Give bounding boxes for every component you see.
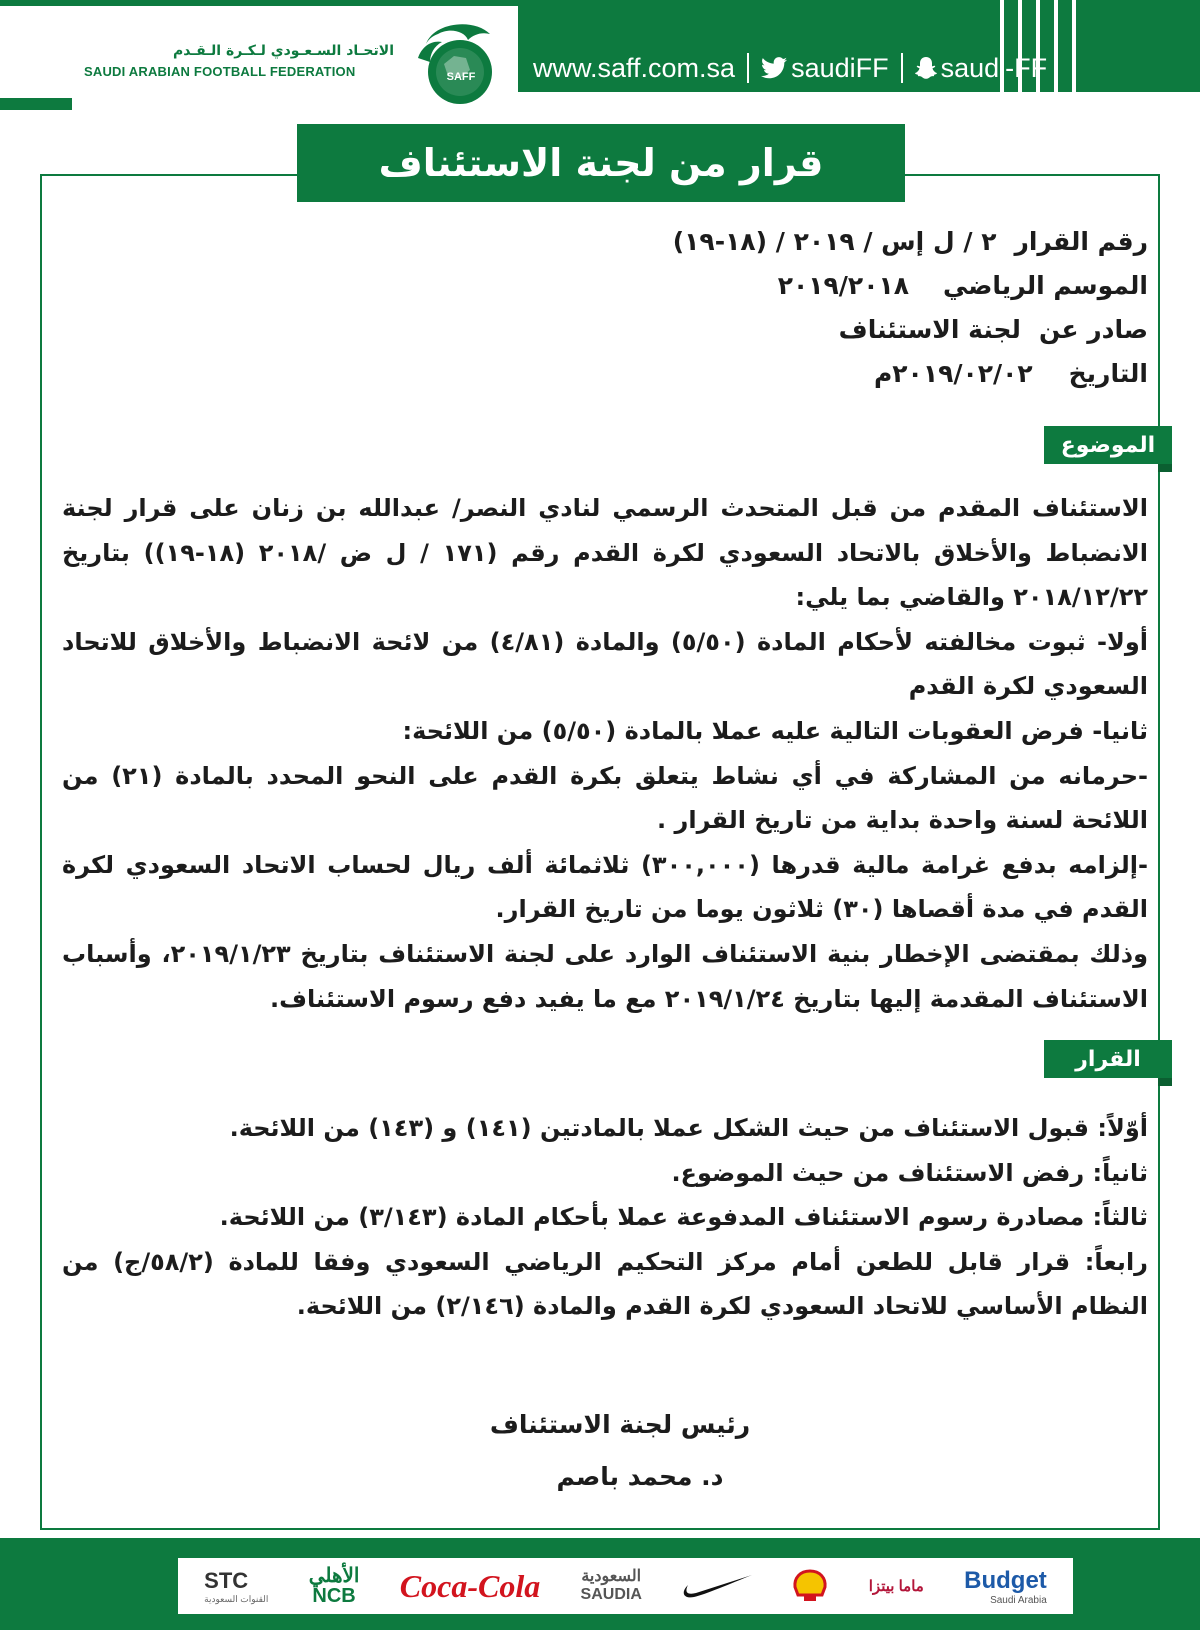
- divider: [747, 53, 749, 83]
- logo-text: SAFF: [446, 71, 476, 83]
- snapchat-handle: saudi-FF: [940, 52, 1048, 83]
- header-stripe: [1072, 0, 1076, 92]
- header-left-bar: [0, 98, 72, 110]
- saff-logo: [404, 12, 504, 112]
- signatory-title: رئيس لجنة الاستئناف: [489, 1410, 751, 1439]
- subject-paragraph: أولا- ثبوت مخالفته لأحكام المادة (٥/٥٠) والمادة (٤/٨١) من لائحة الانضباط والأخلاق للاتحاد السعودي لكرة القدم: [62, 627, 1148, 701]
- sponsor-coca-cola: Coca-Cola: [399, 1567, 541, 1604]
- sponsor-budget: Budget Saudi Arabia: [964, 1566, 1047, 1606]
- sponsor-pizza: ماما بيتزا: [868, 1578, 924, 1595]
- sponsor-strip: [178, 1558, 1073, 1614]
- decision-item: ثانياً: رفض الاستئناف من حيث الموضوع.: [671, 1158, 1148, 1187]
- contact-bar: [533, 48, 1047, 88]
- meta-date: التاريخ٢٠١٩/٠٢/٠٢م: [873, 359, 1148, 388]
- meta-decision-number: رقم القرار٢ / ل إس / ٢٠١٩ / (١٨-١٩): [672, 227, 1148, 256]
- twitter-link[interactable]: [761, 53, 889, 84]
- subject-heading: الموضوع: [1044, 426, 1172, 464]
- twitter-handle: saudiFF: [791, 52, 889, 83]
- federation-name-en: SAUDI ARABIAN FOOTBALL FEDERATION: [84, 64, 356, 79]
- subject-paragraph: ثانيا- فرض العقوبات التالية عليه عملا بالمادة (٥/٥٠) من اللائحة:: [402, 716, 1148, 745]
- decision-heading: القرار: [1044, 1040, 1172, 1078]
- sponsor-ncb: الأهلي NCB: [308, 1565, 360, 1607]
- sponsor-stc: STC القنوات السعودية: [204, 1567, 269, 1604]
- subject-paragraph: وذلك بمقتضى الإخطار بنية الاستئناف الوارد على لجنة الاستئناف بتاريخ ٢٠١٩/١/٢٣، وأسباب الاستئناف المقدمة إليها بتاريخ ٢٠١٩/١/٢٤ مع ما يفيد دفع رسوم الاستئناف.: [62, 939, 1148, 1013]
- sponsor-saudia: السعودية SAUDIA: [580, 1568, 642, 1603]
- decision-item: أوّلاً: قبول الاستئناف من حيث الشكل عملا بالمادتين (١٤١) و (١٤٣) من اللائحة.: [229, 1114, 1148, 1142]
- subject-paragraph: -إلزامه بدفع غرامة مالية قدرها (٣٠٠,٠٠٠) ثلاثمائة ألف ريال لحساب الاتحاد السعودي لكرة القدم في مدة أقصاها (٣٠) ثلاثون يوما من تاريخ القرار.: [62, 850, 1148, 924]
- meta-season: الموسم الرياضي٢٠١٩/٢٠١٨: [777, 271, 1148, 300]
- title-banner: [297, 124, 905, 202]
- decision-item: ثالثاً: مصادرة رسوم الاستئناف المدفوعة عملا بأحكام المادة (٣/١٤٣) من اللائحة.: [219, 1203, 1148, 1232]
- signatory-name: د. محمد باصم: [556, 1462, 724, 1491]
- header-top-bar: [0, 0, 518, 6]
- decision-item: رابعاً: قرار قابل للطعن أمام مركز التحكيم الرياضي السعودي وفقا للمادة (٥٨/٢/ج) من النظام الأساسي للاتحاد السعودي لكرة القدم والمادة (٢/١٤٦) من اللائحة.: [62, 1247, 1148, 1321]
- tag-fold: [1158, 1078, 1172, 1086]
- federation-name-ar: الاتحـاد السـعـودي لـكـرة الـقـدم: [173, 43, 394, 59]
- website-link[interactable]: www.saff.com.sa: [533, 52, 736, 83]
- subject-paragraph: الاستئناف المقدم من قبل المتحدث الرسمي لنادي النصر/ عبدالله بن زنان على قرار لجنة الانضباط والأخلاق بالاتحاد السعودي لكرة القدم رقم (١٧١ / ل ض /٢٠١٨ (١٨-١٩)) بتاريخ ٢٠١٨/١٢/٢٢ والقاضي بما يلي:: [62, 494, 1149, 612]
- decision-meta: [673, 220, 1148, 396]
- subject-body: [62, 486, 1148, 1021]
- snapchat-link[interactable]: [915, 53, 1048, 84]
- nike-swoosh-icon: [682, 1571, 752, 1601]
- twitter-icon: [761, 57, 787, 79]
- shell-icon: [792, 1569, 828, 1603]
- decision-body: [62, 1106, 1148, 1329]
- meta-issued-by: صادر عنلجنة الاستئناف: [838, 315, 1148, 344]
- header-stripe: [1054, 0, 1058, 92]
- divider: [901, 53, 903, 83]
- snapchat-icon: [915, 56, 937, 80]
- tag-fold: [1158, 464, 1172, 472]
- subject-paragraph: -حرمانه من المشاركة في أي نشاط يتعلق بكرة القدم على النحو المحدد بالمادة (٢١) من اللائحة لسنة واحدة بداية من تاريخ القرار .: [62, 761, 1148, 835]
- page-title: قرار من لجنة الاستئناف: [378, 141, 824, 185]
